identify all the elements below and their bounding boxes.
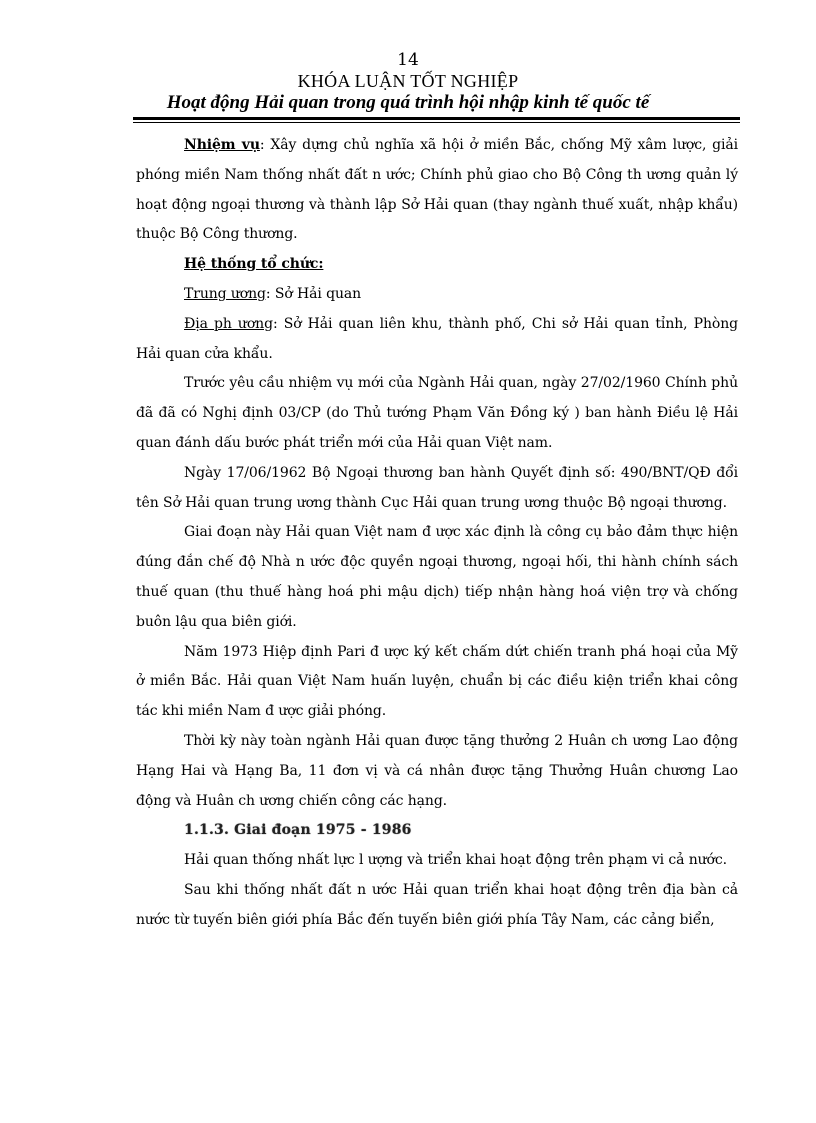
paragraph-1962: Ngày 17/06/1962 Bộ Ngoại thương ban hành Quyết định số: 490/BNT/QĐ đổi tên Sở Hải quan trung ương thành Cục Hải quan trung ương thuộc Bộ ngoại thương. [136,464,738,511]
central-label: Trung ương [184,285,266,302]
header-rule-thick [133,117,740,120]
duty-label: Nhiệm vụ [184,137,260,153]
local-text: : Sở Hải quan liên khu, thành phố, Chi sở Hải quan tỉnh, Phòng Hải quan cửa khẩu. [136,315,738,362]
page-number: 14 [397,50,419,70]
org-heading: Hệ thống tổ chức: [184,256,324,273]
document-subtitle: Hoạt động Hải quan trong quá trình hội nhập kinh tế quốc tế [166,92,650,113]
paragraph-local [136,310,738,370]
paragraph-duty [136,131,738,250]
header-rule-thin [133,122,740,123]
paragraph-unify: Hải quan thống nhất lực l ượng và triển khai hoạt động trên phạm vi cả nước. [184,852,727,869]
paragraph-decree: Trước yêu cầu nhiệm vụ mới của Ngành Hải quan, ngày 27/02/1960 Chính phủ đã đã có Nghị định 03/CP (do Thủ tướng Phạm Văn Đồng ký ) ban hành Điều lệ Hải quan đánh dấu bước phát triển mới của Hải quan Việt nam. [136,375,738,451]
central-text: : Sở Hải quan [265,285,362,302]
paragraph-awards: Thời kỳ này toàn ngành Hải quan được tặng thưởng 2 Huân ch ương Lao động Hạng Hai và Hạng Ba, 11 đơn vị và cá nhân được tặng Thưởng Huân chương Lao động và Huân ch ương chiến công các hạng. [136,732,738,809]
document-body [136,131,738,936]
paragraph-central [136,280,738,310]
paragraph-1973: Năm 1973 Hiệp định Pari đ ược ký kết chấm dứt chiến tranh phá hoại của Mỹ ở miền Bắc. Hải quan Việt Nam huấn luyện, chuẩn bị các điều kiện triển khai công tác khi miền Nam đ ược giải phóng. [136,643,738,720]
paragraph-after: Sau khi thống nhất đất n ước Hải quan triển khai hoạt động trên địa bàn cả nước từ tuyến biên giới phía Bắc đến tuyến biên giới phía Tây Nam, các cảng biển, [136,881,738,928]
paragraph-stage: Giai đoạn này Hải quan Việt nam đ ược xác định là công cụ bảo đảm thực hiện đúng đắn chế độ Nhà n ước độc quyền ngoại thương, ngoại hối, thi hành chính sách thuế quan (thu thuế hàng hoá phi mậu dịch) tiếp nhận hàng hoá viện trợ và chống buôn lậu qua biên giới. [136,524,738,630]
document-title: KHÓA LUẬN TỐT NGHIỆP [297,71,519,91]
local-label: Địa ph ương [184,315,273,332]
paragraph-org-heading [136,250,738,280]
section-heading-paragraph [136,816,738,846]
duty-text: : Xây dựng chủ nghĩa xã hội ở miền Bắc, chống Mỹ xâm lược, giải phóng miền Nam thống nhất đất n ước; Chính phủ giao cho Bộ Công th ương quản lý hoạt động ngoại thương và thành lập Sở Hải quan (thay ngành thuế xuất, nhập khẩu) thuộc Bộ Công thương. [136,137,738,243]
section-heading: 1.1.3. Giai đoạn 1975 - 1986 [184,822,412,839]
